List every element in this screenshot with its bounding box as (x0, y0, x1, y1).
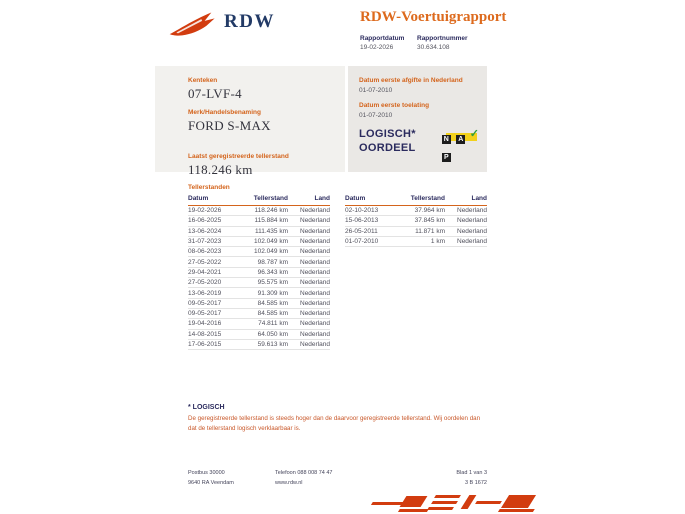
cell-stand: 59.613 km (257, 341, 288, 348)
cell-datum: 13-06-2019 (188, 289, 222, 297)
report-meta (360, 35, 580, 51)
oordeel-block (359, 127, 479, 161)
report-date-value: 19-02-2026 (360, 44, 394, 51)
footnote-title: * LOGISCH (188, 404, 225, 411)
table-row (188, 330, 330, 340)
cell-land: Nederland (457, 238, 487, 246)
table-row (188, 206, 330, 216)
tellerstanden-table-right (345, 195, 487, 247)
toelating-label: Datum eerste toelating (359, 102, 430, 109)
cell-datum: 02-10-2013 (345, 207, 379, 215)
table-row (345, 227, 487, 237)
tellerstanden-table-left (188, 195, 330, 350)
report-number-label: Rapportnummer (417, 35, 468, 42)
cell-datum: 08-06-2023 (188, 248, 222, 256)
report-date-block (360, 35, 417, 51)
cell-stand: 98.787 km (257, 258, 288, 266)
page-title: RDW-Voertuigrapport (360, 9, 507, 25)
column-header-land: Land (314, 195, 330, 202)
cell-stand: 84.585 km (257, 310, 288, 318)
footer-plaats: 9640 RA Veendam (188, 480, 234, 487)
cell-stand: 102.049 km (254, 248, 288, 256)
table-row (188, 216, 330, 226)
footer-form-code: 3 B 1672 (464, 480, 487, 487)
cell-land: Nederland (300, 207, 330, 215)
toelating-value: 01-07-2010 (359, 112, 393, 119)
cell-stand: 96.343 km (257, 268, 288, 276)
cell-stand: 37.964 km (414, 207, 445, 215)
table-row (188, 288, 330, 298)
footer-contact (275, 468, 333, 489)
cell-stand: 64.050 km (257, 330, 288, 338)
table-row (188, 257, 330, 267)
cell-datum: 14-08-2015 (188, 330, 222, 338)
logisch-footnote (188, 404, 488, 434)
table-row (188, 237, 330, 247)
table-row (188, 268, 330, 278)
cell-land: Nederland (300, 227, 330, 235)
cell-land: Nederland (300, 268, 330, 276)
cell-land: Nederland (300, 299, 330, 307)
vehicle-info-panel (155, 66, 345, 177)
rdw-logo (168, 10, 275, 40)
report-number-value: 30.634.108 (417, 44, 450, 51)
table-row (345, 237, 487, 247)
kenteken-label: Kenteken (188, 77, 218, 84)
cell-land: Nederland (300, 289, 330, 297)
table-row (345, 216, 487, 226)
cell-datum: 29-04-2021 (188, 268, 222, 276)
merk-value: FORD S-MAX (188, 118, 271, 133)
cell-datum: 01-07-2010 (345, 238, 379, 246)
cell-stand: 84.585 km (257, 299, 288, 307)
column-header-land: Land (471, 195, 487, 202)
cell-land: Nederland (300, 341, 330, 348)
cell-datum: 26-05-2011 (345, 227, 378, 235)
kenteken-value: 07-LVF-4 (188, 86, 242, 101)
cell-land: Nederland (457, 227, 487, 235)
column-header-tellerstand: Tellerstand (410, 195, 445, 202)
table-row (188, 319, 330, 329)
footer-postbus: Postbus 30000 (188, 470, 225, 476)
footer-address (188, 468, 234, 489)
table-row (188, 309, 330, 319)
cell-stand: 91.309 km (257, 289, 288, 297)
laatste-tellerstand-value: 118.246 km (188, 162, 253, 177)
cell-datum: 27-05-2020 (188, 279, 222, 287)
table-body-right (345, 206, 487, 247)
cell-stand: 111.435 km (254, 227, 288, 235)
footer-website: www.rdw.nl (275, 480, 303, 487)
cell-datum: 19-02-2026 (188, 207, 222, 215)
page-footer (188, 468, 487, 490)
cell-datum: 31-07-2023 (188, 238, 222, 246)
cell-land: Nederland (457, 217, 487, 225)
cell-datum: 19-04-2016 (188, 320, 222, 328)
oordeel-line2: OORDEEL (359, 142, 416, 155)
nap-letter-p: P (442, 153, 451, 162)
oordeel-line1: LOGISCH* (359, 128, 416, 140)
cell-datum: 13-06-2024 (188, 227, 222, 235)
column-header-datum: Datum (345, 195, 366, 202)
cell-datum: 15-06-2013 (345, 217, 379, 225)
cell-datum: 09-05-2017 (188, 310, 222, 318)
table-row (345, 206, 487, 216)
nap-check-icon: ✓ (469, 128, 479, 140)
laatste-tellerstand-label: Laatst geregistreerde tellerstand (188, 153, 289, 160)
status-panel (348, 66, 487, 172)
merk-label: Merk/Handelsbenaming (188, 109, 261, 116)
rdw-logo-text: RDW (224, 11, 275, 32)
table-row (188, 227, 330, 237)
report-number-block (417, 35, 468, 51)
cell-land: Nederland (457, 207, 487, 215)
cell-datum: 17-06-2015 (188, 341, 222, 348)
cell-land: Nederland (300, 320, 330, 328)
nap-letter-a: A (458, 136, 464, 143)
cell-land: Nederland (300, 330, 330, 338)
cell-stand: 1 km (430, 238, 445, 246)
cell-stand: 115.884 km (254, 217, 288, 225)
rdw-wing-icon (168, 10, 218, 40)
footer-page-indicator: Blad 1 van 3 (456, 470, 487, 476)
column-header-tellerstand: Tellerstand (253, 195, 288, 202)
cell-stand: 74.811 km (258, 320, 288, 328)
cell-land: Nederland (300, 258, 330, 266)
afgifte-label: Datum eerste afgifte in Nederland (359, 77, 463, 84)
nap-letter-n: N (443, 136, 449, 143)
cell-datum: 16-06-2025 (188, 217, 222, 225)
table-row (188, 247, 330, 257)
footnote-text: De geregistreerde tellerstand is steeds hoger dan de daarvoor geregistreerde tellerstand. Wij oordelen dan dat de tellerstand logisch verklaarbaar is. (188, 415, 481, 432)
cell-land: Nederland (300, 217, 330, 225)
speed-stripes-graphic (372, 493, 537, 513)
cell-land: Nederland (300, 238, 330, 246)
column-header-datum: Datum (188, 195, 209, 202)
cell-stand: 37.845 km (414, 217, 445, 225)
cell-stand: 102.049 km (254, 238, 288, 246)
table-row (188, 340, 330, 350)
nap-logo (442, 128, 479, 161)
cell-stand: 11.871 km (415, 227, 445, 235)
table-body-left (188, 206, 330, 350)
cell-land: Nederland (300, 279, 330, 287)
oordeel-text (359, 127, 416, 156)
table-header-row (188, 195, 330, 206)
table-header-row (345, 195, 487, 206)
cell-stand: 95.575 km (257, 279, 288, 287)
report-date-label: Rapportdatum (360, 35, 405, 42)
report-title-block (360, 9, 580, 51)
cell-datum: 27-05-2022 (188, 258, 222, 266)
tellerstanden-section-title: Tellerstanden (188, 184, 230, 191)
table-row (188, 278, 330, 288)
footer-phone: Telefoon 088 008 74 47 (275, 470, 333, 476)
cell-datum: 09-05-2017 (188, 299, 222, 307)
afgifte-value: 01-07-2010 (359, 87, 393, 94)
footer-page-info (456, 468, 487, 489)
table-row (188, 299, 330, 309)
cell-land: Nederland (300, 310, 330, 318)
cell-land: Nederland (300, 248, 330, 256)
cell-stand: 118.246 km (254, 207, 288, 215)
